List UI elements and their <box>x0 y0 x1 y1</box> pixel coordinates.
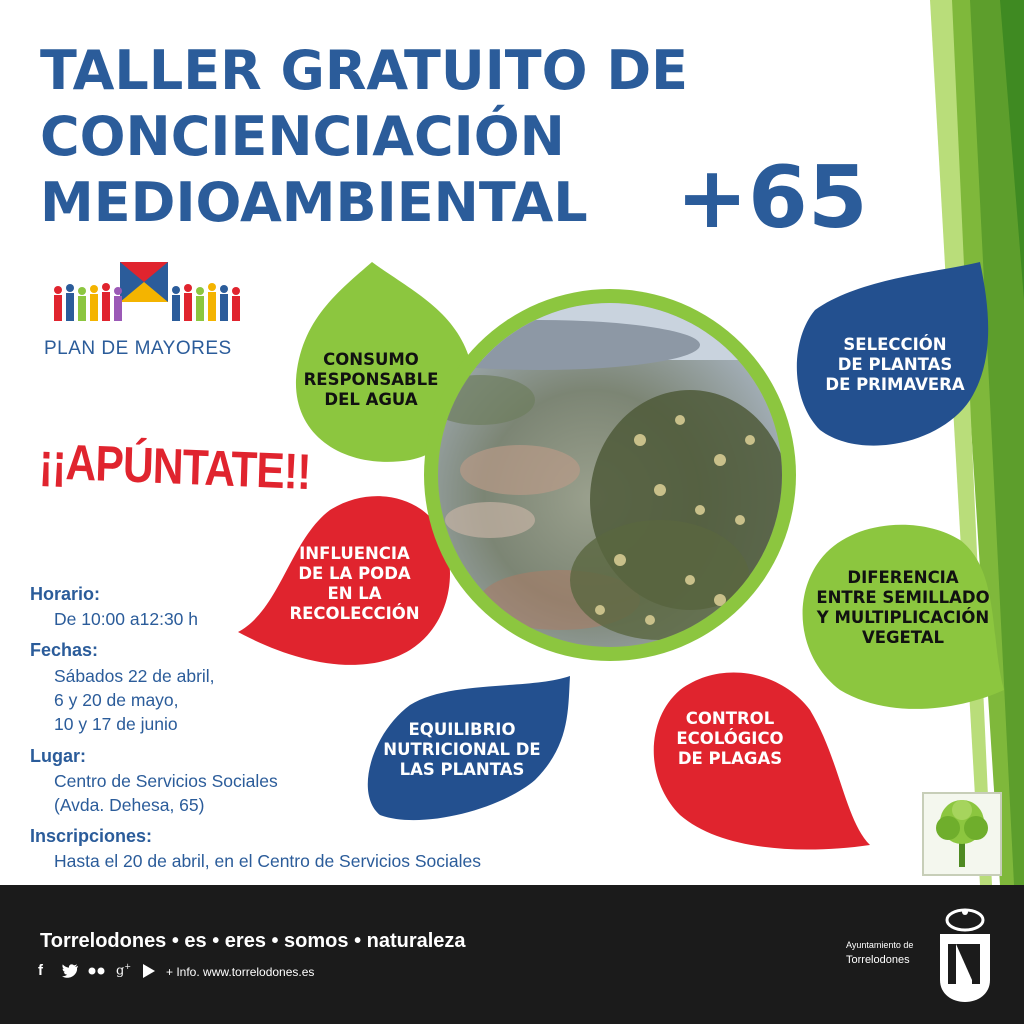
google-plus-icon[interactable]: g+ <box>116 962 132 979</box>
info-link[interactable]: + Info. www.torrelodones.es <box>166 965 315 979</box>
facebook-icon[interactable]: f <box>38 962 43 979</box>
title-line-2: CONCIENCIACIÓN <box>40 105 565 168</box>
topic-control: CONTROL ECOLÓGICO DE PLAGAS <box>676 709 784 768</box>
fechas-line-1: Sábados 22 de abril, <box>54 666 215 686</box>
topic-consumo: CONSUMO RESPONSABLE DEL AGUA <box>303 350 439 409</box>
inscripciones-label: Inscripciones: <box>30 826 153 846</box>
topic-seleccion: SELECCIÓN DE PLANTAS DE PRIMAVERA <box>825 335 965 394</box>
title-line-1: TALLER GRATUITO DE <box>40 39 689 102</box>
fechas-label: Fechas: <box>30 640 99 660</box>
topic-poda: INFLUENCIA DE LA PODA EN LA RECOLECCIÓN <box>289 544 420 623</box>
lugar-label: Lugar: <box>30 746 86 766</box>
lugar-line-1: Centro de Servicios Sociales <box>54 771 278 791</box>
torrelodones-coat-of-arms-icon <box>934 900 996 1006</box>
topic-equilibrio: EQUILIBRIO NUTRICIONAL DE LAS PLANTAS <box>383 720 541 779</box>
flickr-icon[interactable] <box>88 967 106 975</box>
ayuntamiento-line-1: Ayuntamiento de <box>846 940 914 950</box>
tree-logo <box>922 792 1002 876</box>
topic-diferencia: DIFERENCIA ENTRE SEMILLADO Y MULTIPLICACIÓN VEGETAL <box>816 568 990 647</box>
youtube-icon[interactable] <box>143 964 155 978</box>
inscripciones-value: Hasta el 20 de abril, en el Centro de Servicios Sociales <box>54 851 482 871</box>
horario-value: De 10:00 a12:30 h <box>54 609 199 629</box>
fechas-line-2: 6 y 20 de mayo, <box>54 690 179 710</box>
call-to-action: ¡¡APÚNTATE!! <box>38 432 312 501</box>
ayuntamiento-line-2: Torrelodones <box>846 954 910 966</box>
tree-icon <box>924 794 1000 874</box>
footer-slogan: Torrelodones • es • eres • somos • naturaleza <box>40 930 466 952</box>
twitter-icon[interactable] <box>62 964 78 978</box>
fechas-line-3: 10 y 17 de junio <box>54 714 178 734</box>
horario-label: Horario: <box>30 584 101 604</box>
lugar-line-2: (Avda. Dehesa, 65) <box>54 795 205 815</box>
plan-de-mayores-text: PLAN DE MAYORES <box>44 338 232 359</box>
title-line-3: MEDIOAMBIENTAL <box>40 171 588 234</box>
ayuntamiento-text <box>846 940 913 966</box>
age-badge: +65 <box>676 148 868 248</box>
